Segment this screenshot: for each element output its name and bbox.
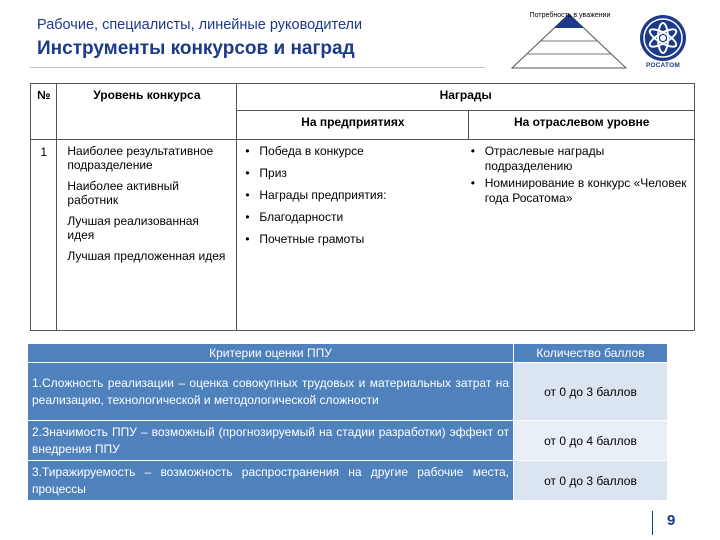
level-item: Наиболее результативное подразделение [67,144,214,172]
enterprise-award-item: • Победа в конкурсе [243,144,462,159]
header-level: Уровень конкурса [57,84,237,140]
enterprise-award-item: • Почетные грамоты [243,232,462,247]
level-cell [57,140,237,331]
header-num: № [31,84,57,140]
level-item: Лучшая реализованная идея [67,214,199,242]
criteria-table [27,343,668,501]
criterion-text: 3.Тиражируемость – возможность распространения на другие рабочие места, процессы [28,461,514,501]
slide-title: Инструменты конкурсов и наград [37,38,355,59]
criterion-points: от 0 до 4 баллов [514,421,668,461]
logo-text: РОСАТОМ [646,62,680,69]
criterion-text: 1.Сложность реализации – оценка совокупных трудовых и материальных затрат на реализацию, технологической и методологической сложности [28,363,514,421]
criterion-points: от 0 до 3 баллов [514,461,668,501]
row-num: 1 [31,140,57,331]
header-industry: На отраслевом уровне [469,111,695,140]
needs-pyramid-icon [508,10,630,70]
page-number: 9 [667,512,676,529]
criterion-points: от 0 до 3 баллов [514,363,668,421]
header-enterprise: На предприятиях [237,111,469,140]
criterion-text: 2.Значимость ППУ – возможный (прогнозируемый на стадии разработки) эффект от внедрения ППУ [28,421,514,461]
awards-table [30,83,695,331]
header-awards: Награды [237,84,695,111]
level-item: Лучшая предложенная идея [67,249,226,263]
page-number-divider [652,511,653,535]
level-item: Наиболее активный работник [67,179,179,207]
points-header: Количество баллов [514,344,668,363]
industry-award-item: • Номинирование в конкурс «Человек года Росатома» [469,176,688,206]
enterprise-award-item: • Благодарности [243,210,462,225]
criteria-header: Критерии оценки ППУ [28,344,514,363]
title-divider [30,67,485,68]
slide-subtitle: Рабочие, специалисты, линейные руководители [37,17,363,33]
pyramid-label: Потребность в уважении [529,12,611,19]
enterprise-award-item: • Приз [243,166,462,181]
enterprise-award-item: • Награды предприятия: [243,188,462,203]
awards-cell [237,140,695,331]
industry-award-item: • Отраслевые награды подразделению [469,144,688,174]
